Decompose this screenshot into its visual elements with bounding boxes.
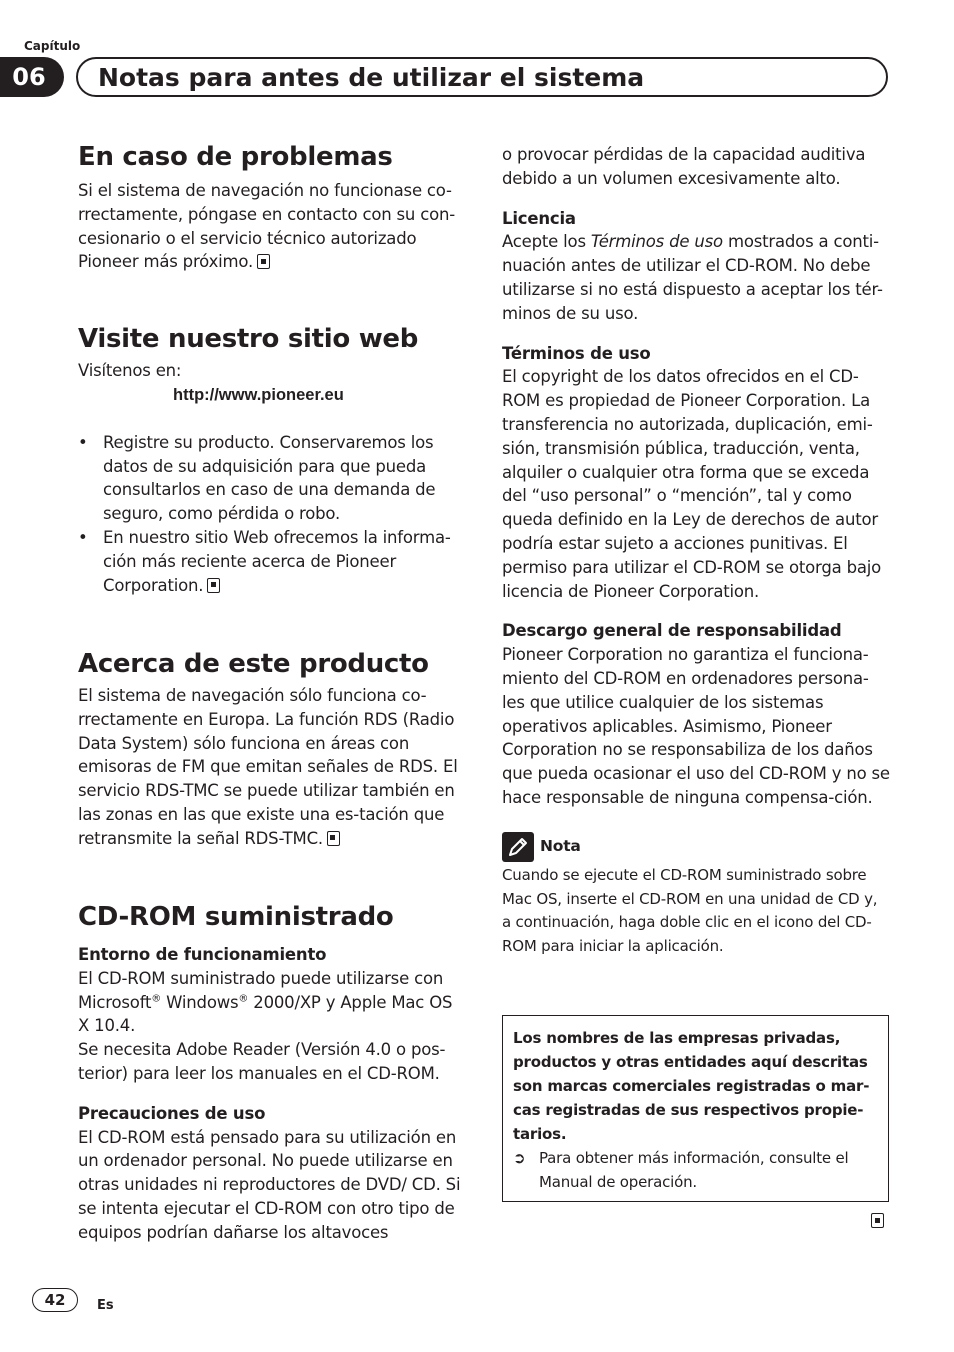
end-mark-icon: [871, 1213, 884, 1228]
chapter-title: [76, 57, 888, 97]
trademark-text: Los nombres de las empresas privadas, productos y otras entidades aquí descritas son marcas comerciales registradas o mar-cas registradas de sus respectivos propie-tarios.: [513, 1029, 870, 1143]
chapter-title-text: Notas para antes de utilizar el sistema: [98, 62, 645, 92]
end-mark-icon: [257, 254, 270, 269]
trademark-reference-text: Para obtener más información, consulte el Manual de operación.: [539, 1149, 849, 1191]
arrow-icon: ➲: [513, 1149, 526, 1167]
section-title: CD-ROM suministrado: [78, 902, 394, 932]
language-code: Es: [97, 1298, 114, 1313]
list-item: • En nuestro sitio Web ofrecemos la informa-ción más reciente acerca de Pioneer Corporation.: [78, 526, 466, 597]
precauciones-continued: o provocar pérdidas de la capacidad auditiva debido a un volumen excesivamente alto.: [502, 145, 866, 188]
entorno-text-2: Se necesita Adobe Reader (Versión 4.0 o pos-terior) para leer los manuales en el CD-ROM.: [78, 1040, 446, 1083]
trademark-reference: [513, 1146, 878, 1194]
note-text: Cuando se ejecute el CD-ROM suministrado sobre Mac OS, inserte el CD-ROM en una unidad de CD y, a continuación, haga doble clic en el icono del CD-ROM para iniciar la aplicación.: [502, 865, 878, 956]
licencia-text: Acepte los Términos de uso mostrados a conti-nuación antes de utilizar el CD-ROM. No debe utilizarse si no está dispuesto a aceptar los tér-minos de su uso.: [502, 232, 883, 323]
end-mark-container: [871, 1211, 884, 1230]
chapter-number: 06: [0, 57, 64, 97]
precauciones-text: El CD-ROM está pensado para su utilización en un ordenador personal. No puede utilizarse en otras unidades ni reproductores de DVD/ CD. Si se intenta ejecutar el CD-ROM con otro tipo de equipos podrían dañarse los altavoces: [78, 1127, 461, 1242]
web-bullet-list: [78, 431, 466, 598]
terminos-text: El copyright de los datos ofrecidos en el CD-ROM es propiedad de Pioneer Corporation. La transferencia no autorizada, duplicación, emi-sión, transmisión pública, traducción, venta, alquiler o cualquier otra forma que se exceda del “uso personal” o “mención”, tal y como queda definido en la Ley de derechos de autor podría estar sujeto a acciones punitivas. El permiso para utilizar el CD-ROM se otorga bajo licencia de Pioneer Corporation.: [502, 367, 882, 601]
subsection-title: Entorno de funcionamiento: [78, 945, 327, 964]
section-text: Si el sistema de navegación no funcionase co-rrectamente, póngase en contacto con su con-cesionario o el servicio técnico autorizado Pioneer más próximo.: [78, 181, 456, 272]
entorno-text: El CD-ROM suministrado puede utilizarse con Microsoft® Windows® 2000/XP y Apple Mac OS X 10.4.: [78, 968, 453, 1036]
pioneer-url-link[interactable]: http://www.pioneer.eu: [173, 385, 344, 404]
section-web: [78, 323, 466, 597]
note-header: [502, 832, 890, 862]
section-producto: [78, 648, 466, 851]
subsection-title: Precauciones de uso: [78, 1103, 266, 1123]
descargo-text: Pioneer Corporation no garantiza el funciona-miento del CD-ROM en ordenadores persona-les que utilice cualquier de los sistemas operativos aplicables. Asimismo, Pioneer Corporation no se responsabiliza de los daños que pueda ocasionar el uso del CD-ROM y no se hace responsable de ninguna compensa-ción.: [502, 645, 890, 807]
subsection-title: Licencia: [502, 208, 576, 228]
section-cdrom: [78, 901, 466, 1245]
end-mark-icon: [207, 578, 220, 593]
list-item: • Registre su producto. Conservaremos los datos de su adquisición para que pueda consultarlos en caso de una demanda de seguro, como pérdida o robo.: [78, 431, 466, 526]
section-title: En caso de problemas: [78, 142, 393, 172]
section-problemas: [78, 141, 466, 274]
note-label: Nota: [540, 836, 581, 855]
subsection-title: Términos de uso: [502, 343, 651, 363]
web-intro: Visítenos en:: [78, 361, 182, 380]
subsection-title: Descargo general de responsabilidad: [502, 621, 842, 641]
page-number: 42: [32, 1288, 78, 1312]
section-title: Visite nuestro sitio web: [78, 324, 419, 354]
section-title: Acerca de este producto: [78, 649, 429, 679]
end-mark-icon: [327, 831, 340, 846]
section-text: El sistema de navegación sólo funciona co-rrectamente en Europa. La función RDS (Radio Data System) sólo funciona en áreas con emisoras de FM que emitan señales de RDS. El servicio RDS-TMC se puede utilizar también en las zonas en las que existe una es-tación que retransmite la señal RDS-TMC.: [78, 686, 458, 848]
right-column: [502, 143, 890, 959]
note-pencil-icon: [502, 832, 534, 862]
trademark-box: [502, 1015, 889, 1202]
chapter-label: Capítulo: [24, 39, 81, 53]
